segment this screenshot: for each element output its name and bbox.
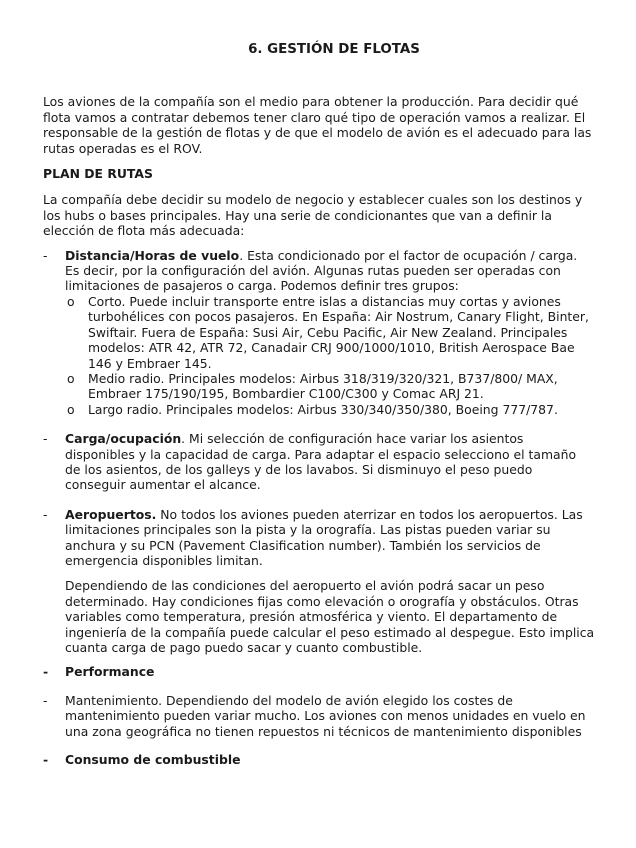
bullet-consumo [43,752,595,767]
bullet-term: Consumo de combustible [65,752,241,768]
bullet-marker: - [43,692,48,708]
bullet-body [65,752,595,767]
sub-marker: o [67,401,75,417]
bullet-text: No todos los aviones pueden aterrizar en todos los aeropuertos. Las limitaciones principales son la pista y la orografía. Las pistas pueden variar su anchura y su PCN (Pavement Clasification number). También los servicios de emergencia disponibles limitan. [65,506,583,568]
bullet-extra-paragraph: Dependiendo de las condiciones del aeropuerto el avión podrá sacar un peso determinado. Hay condiciones fijas como elevación o orografía y obstáculos. Otras variables como temperatura, presión atmosférica y viento. El departamento de ingeniería de la compañía puede calcular el peso estimado al despegue. Esto implica cuanta carga de pago puedo sacar y cuanto combustible. [65,578,595,655]
bullet-marker: - [43,247,48,263]
bullet-marker: - [43,664,49,680]
bullet-body [65,664,595,679]
bullet-text: . Mi selección de configuración hace variar los asientos disponibles y la capacidad de carga. Para adaptar el espacio selecciono el tamaño de los asientos, de los galleys y de los lavabos. Si disminuyo el peso puedo conseguir aumentar el alcance. [65,431,577,493]
section-intro-paragraph: La compañía debe decidir su modelo de negocio y establecer cuales son los destinos y los hubs o bases principales. Hay una serie de condicionantes que van a definir la elección de flota más adecuada: [43,192,583,239]
bullet-marker: - [43,431,48,447]
bullet-marker: - [43,506,48,522]
bullet-aeropuertos [43,507,595,656]
bullet-performance [43,664,595,679]
sub-item-largo [65,402,595,417]
intro-paragraph: Los aviones de la compañía son el medio para obtener la producción. Para decidir qué flota vamos a contratar debemos tener claro qué tipo de operación vamos a realizar. El responsable de la gestión de flotas y de que el modelo de avión es el adecuado para las rutas operadas es el ROV. [43,94,592,156]
document-page [43,42,595,767]
bullet-text: Mantenimiento. Dependiendo del modelo de avión elegido los costes de mantenimiento pueden variar mucho. Los aviones con menos unidades en vuelo en una zona geográfica no tienen repuestos ni técnicos de mantenimiento disponibles [65,692,586,739]
bullet-carga [43,431,595,493]
sub-marker: o [67,370,75,386]
bullet-term: Aeropuertos. [65,506,157,522]
bullet-marker: - [43,752,49,768]
section-heading: PLAN DE RUTAS [43,166,153,182]
bullet-distancia [43,248,595,417]
sub-item-text: Medio radio. Principales modelos: Airbus 318/319/320/321, B737/800/ MAX, Embraer 175/190/195, Bombardier C100/C300 y Comac ARJ 21. [88,370,558,402]
sub-item-medio [65,371,595,402]
sub-item-text: Corto. Puede incluir transporte entre islas a distancias muy cortas y aviones turbohélices con pocos pasajeros. En España: Air Nostrum, Canary Flight, Binter, Swiftair. Fuera de España: Susi Air, Cebu Pacific, Air New Zealand. Principales modelos: ATR 42, ATR 72, Canadair CRJ 900/1000/1010, British Aerospace Bae 146 y Embraer 145. [88,293,589,371]
bullet-mantenimiento [43,693,595,739]
sub-marker: o [67,293,75,309]
bullet-term: Distancia/Horas de vuelo [65,247,240,263]
bullet-body [65,248,595,294]
sub-item-text: Largo radio. Principales modelos: Airbus 330/340/350/380, Boeing 777/787. [88,401,558,417]
bullet-body [65,431,595,493]
bullet-term: Performance [65,664,155,680]
sub-item-corto [65,294,595,371]
page-title: 6. GESTIÓN DE FLOTAS [248,42,420,57]
bullet-text: . Esta condicionado por el factor de ocupación / carga. Es decir, por la configuración del avión. Algunas rutas pueden ser operadas con limitaciones de pasajeros o carga. Podemos definir tres grupos: [65,247,578,294]
sub-list [65,294,595,417]
bullet-body [65,507,595,569]
bullet-term: Carga/ocupación [65,431,182,447]
